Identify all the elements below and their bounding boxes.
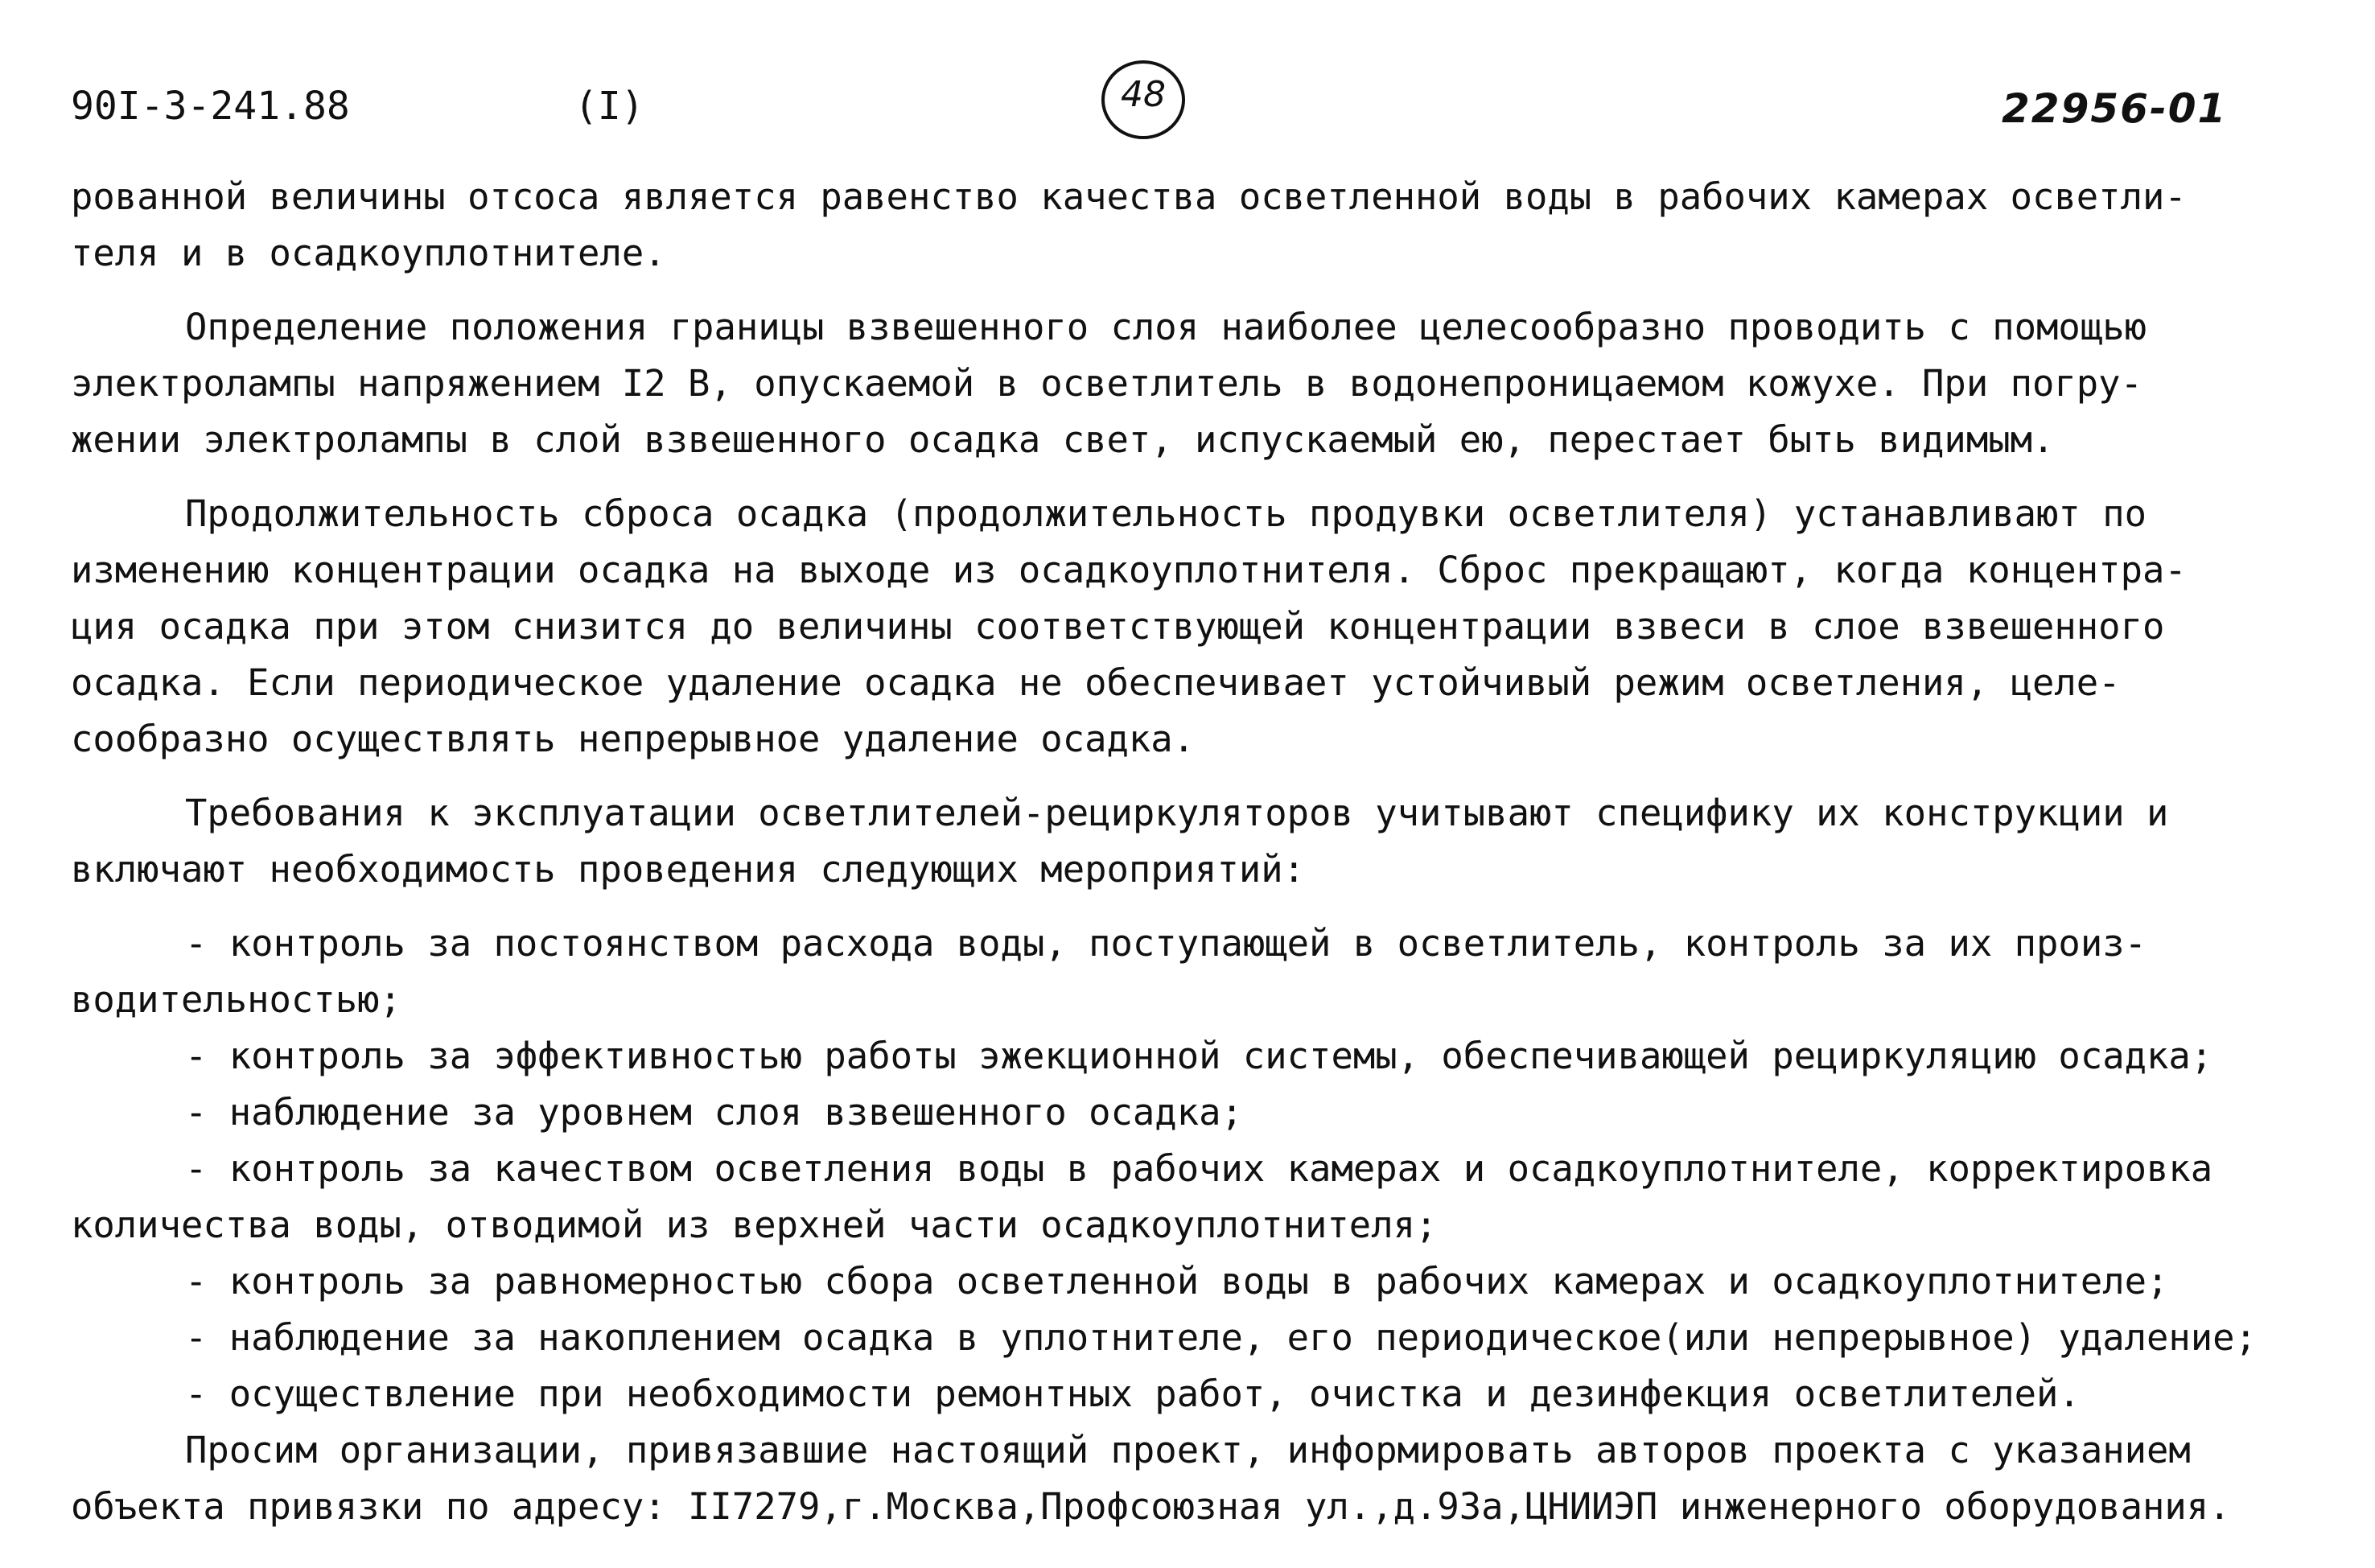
text-line: Требования к эксплуатации осветлителей-рециркуляторов учитывают специфику их конструкции и [185,792,2169,834]
list-item-continuation: водительностью; [71,978,401,1021]
page-header [0,74,2375,142]
list-item: - контроль за постоянством расхода воды, поступающей в осветлитель, контроль за их произ- [185,922,2147,965]
list-item: - контроль за качеством осветления воды в рабочих камерах и осадкоуплотнителе, корректировка [185,1147,2213,1190]
text-line: теля и в осадкоуплотнителе. [71,232,666,274]
page-number: 48 [1121,74,1166,115]
list-item: - наблюдение за накоплением осадка в уплотнителе, его периодическое(или непрерывное) удаление; [185,1316,2257,1359]
text-line: изменению концентрации осадка на выходе из осадкоуплотнителя. Сброс прекращают, когда концентра- [71,549,2187,591]
list-item: - наблюдение за уровнем слоя взвешенного осадка; [185,1091,1243,1134]
text-line: объекта привязки по адресу: II7279,г.Москва,Профсоюзная ул.,д.93а,ЦНИИЭП инженерного оборудования. [71,1485,2231,1528]
list-item: - осуществление при необходимости ремонтных работ, очистка и дезинфекция осветлителей. [185,1373,2081,1415]
text-line: жении электролампы в слой взвешенного осадка свет, испускаемый ею, перестает быть видимым. [71,418,2055,461]
inventory-number: 22956-01 [2002,85,2228,132]
text-line: ция осадка при этом снизится до величины соответствующей концентрации взвеси в слое взвешенного [71,605,2165,648]
text-line: сообразно осуществлять непрерывное удаление осадка. [71,718,1196,760]
document-code: 90I-3-241.88 [71,84,350,129]
body-text [71,169,2299,1535]
text-line: Просим организации, привязавшие настоящий проект, информировать авторов проекта с указанием [185,1429,2191,1471]
text-line: Определение положения границы взвешенного слоя наиболее целесообразно проводить с помощью [185,306,2147,348]
text-line: электролампы напряжением I2 В, опускаемой в осветлитель в водонепроницаемом кожухе. При погру- [71,362,2142,405]
text-line: осадка. Если периодическое удаление осадка не обеспечивает устойчивый режим осветления, целе- [71,661,2121,704]
list-item: - контроль за эффективностью работы эжекционной системы, обеспечивающей рециркуляцию осадка; [185,1035,2213,1077]
text-line: Продолжительность сброса осадка (продолжительность продувки осветлителя) устанавливают по [185,492,2147,535]
list-item-continuation: количества воды, отводимой из верхней части осадкоуплотнителя; [71,1204,1438,1246]
sheet-label: (I) [574,84,644,129]
text-line: включают необходимость проведения следующих мероприятий: [71,848,1306,891]
page-number-stamp [1099,58,1188,142]
list-item: - контроль за равномерностью сбора осветленной воды в рабочих камерах и осадкоуплотнителе; [185,1260,2169,1303]
text-line: рованной величины отсоса является равенство качества осветленной воды в рабочих камерах осветли- [71,175,2187,218]
